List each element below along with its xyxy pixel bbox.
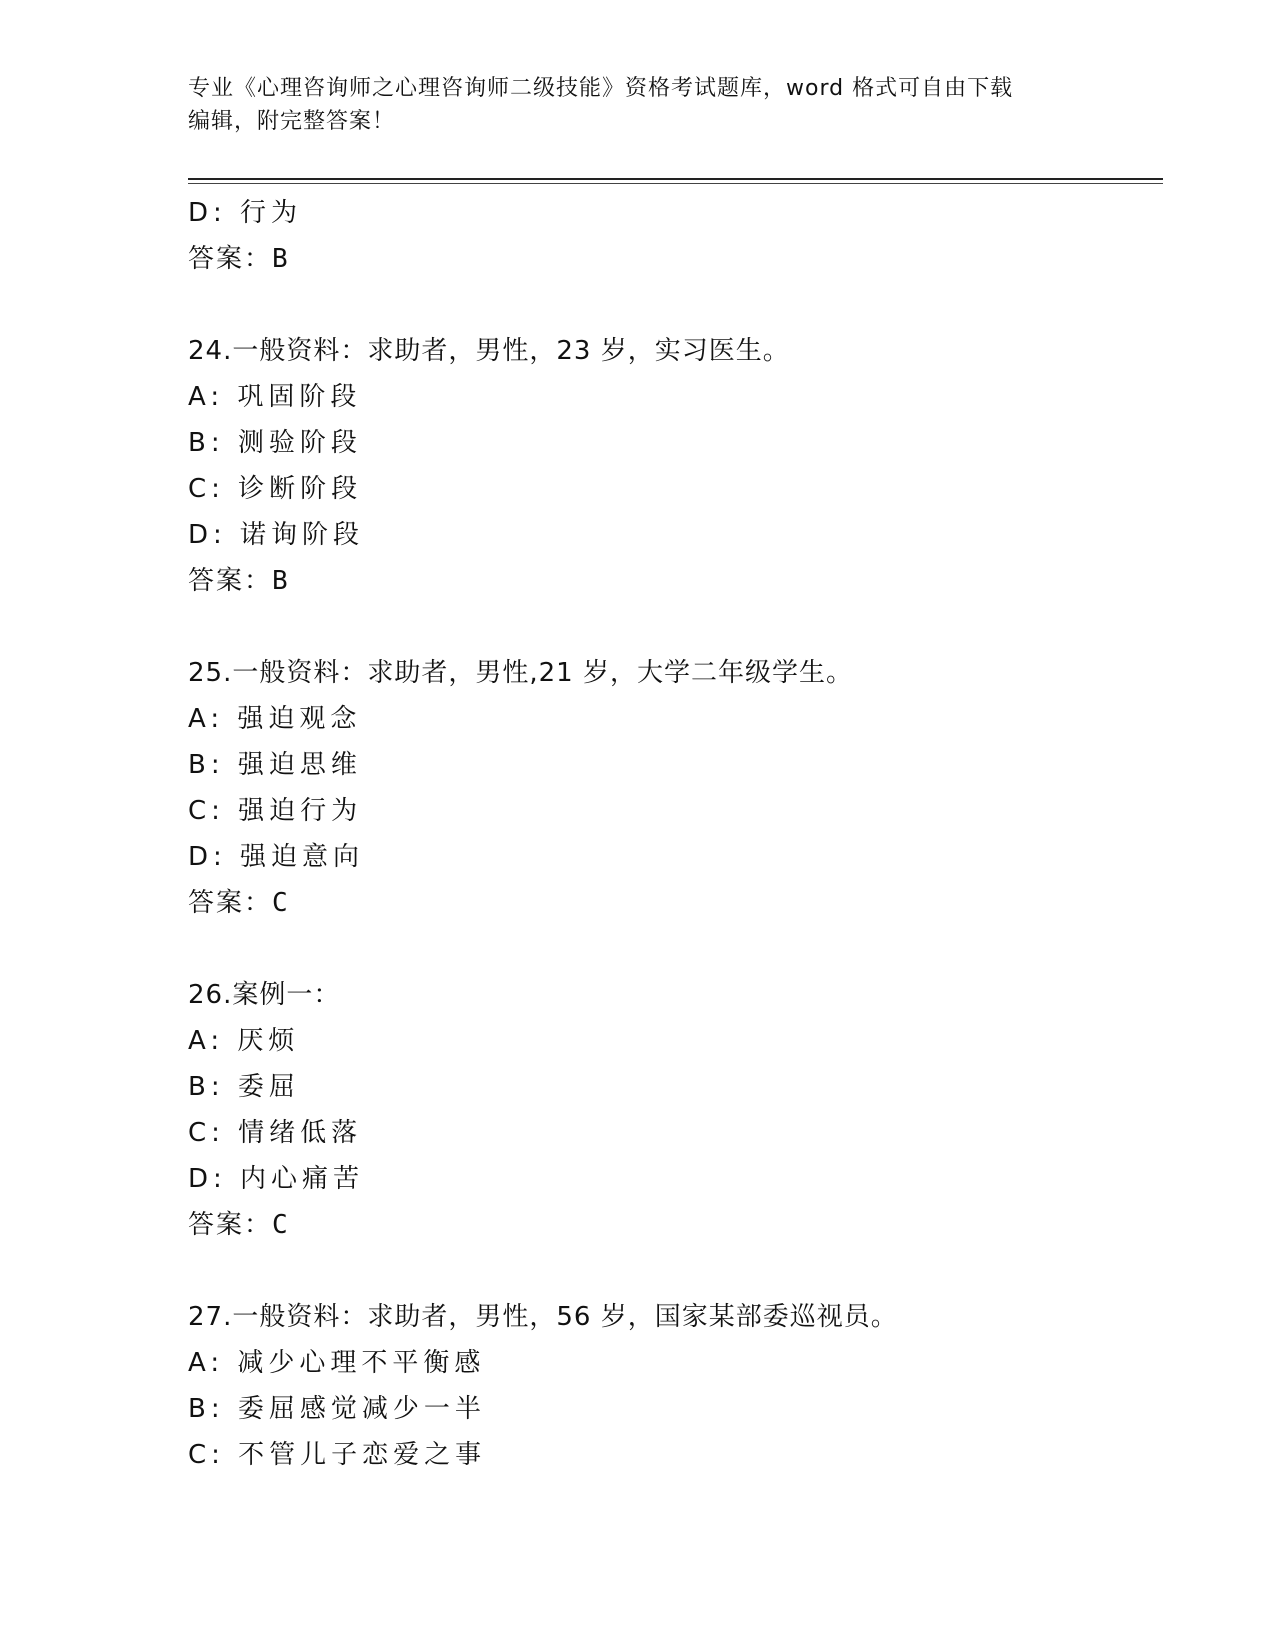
option-a: A: 强迫观念 xyxy=(188,704,362,734)
question-block-26 xyxy=(188,972,1163,1248)
option-a: A: 厌烦 xyxy=(188,1026,300,1056)
spacer xyxy=(188,1248,1163,1294)
option-c: C: 诊断阶段 xyxy=(188,474,363,504)
header-line-2: 编辑，附完整答案！ xyxy=(188,109,396,134)
spacer xyxy=(188,604,1163,650)
option-b: B: 测验阶段 xyxy=(188,428,362,458)
question-text: 24.一般资料：求助者，男性，23 岁，实习医生。 xyxy=(188,336,790,366)
answer-line: 答案：B xyxy=(188,244,290,274)
option-a: A: 巩固阶段 xyxy=(188,382,362,412)
option-d: D: 行为 xyxy=(188,198,303,228)
header-line-1: 专业《心理咨询师之心理咨询师二级技能》资格考试题库，word 格式可自由下载 xyxy=(188,76,1014,101)
option-c: C: 情绪低落 xyxy=(188,1118,363,1148)
spacer xyxy=(188,282,1163,328)
option-b: B: 强迫思维 xyxy=(188,750,362,780)
header-divider-thick xyxy=(188,178,1163,180)
option-a: A: 减少心理不平衡感 xyxy=(188,1348,486,1378)
question-block-24 xyxy=(188,328,1163,604)
spacer xyxy=(188,926,1163,972)
answer-line: 答案：C xyxy=(188,1210,290,1240)
option-b: B: 委屈 xyxy=(188,1072,300,1102)
question-text: 25.一般资料：求助者，男性,21 岁，大学二年级学生。 xyxy=(188,658,853,688)
question-text: 27.一般资料：求助者，男性，56 岁，国家某部委巡视员。 xyxy=(188,1302,898,1332)
page-header xyxy=(188,72,1088,138)
option-d: D: 内心痛苦 xyxy=(188,1164,365,1194)
answer-line: 答案：C xyxy=(188,888,290,918)
option-b: B: 委屈感觉减少一半 xyxy=(188,1394,486,1424)
option-d: D: 诺询阶段 xyxy=(188,520,365,550)
question-block-23 xyxy=(188,190,1163,282)
question-block-25 xyxy=(188,650,1163,926)
question-text: 26.案例一： xyxy=(188,980,341,1010)
question-block-27 xyxy=(188,1294,1163,1478)
question-list xyxy=(188,190,1163,1478)
option-c: C: 不管儿子恋爱之事 xyxy=(188,1440,487,1470)
option-c: C: 强迫行为 xyxy=(188,796,363,826)
answer-line: 答案：B xyxy=(188,566,290,596)
option-d: D: 强迫意向 xyxy=(188,842,365,872)
header-divider-thin xyxy=(188,183,1163,184)
